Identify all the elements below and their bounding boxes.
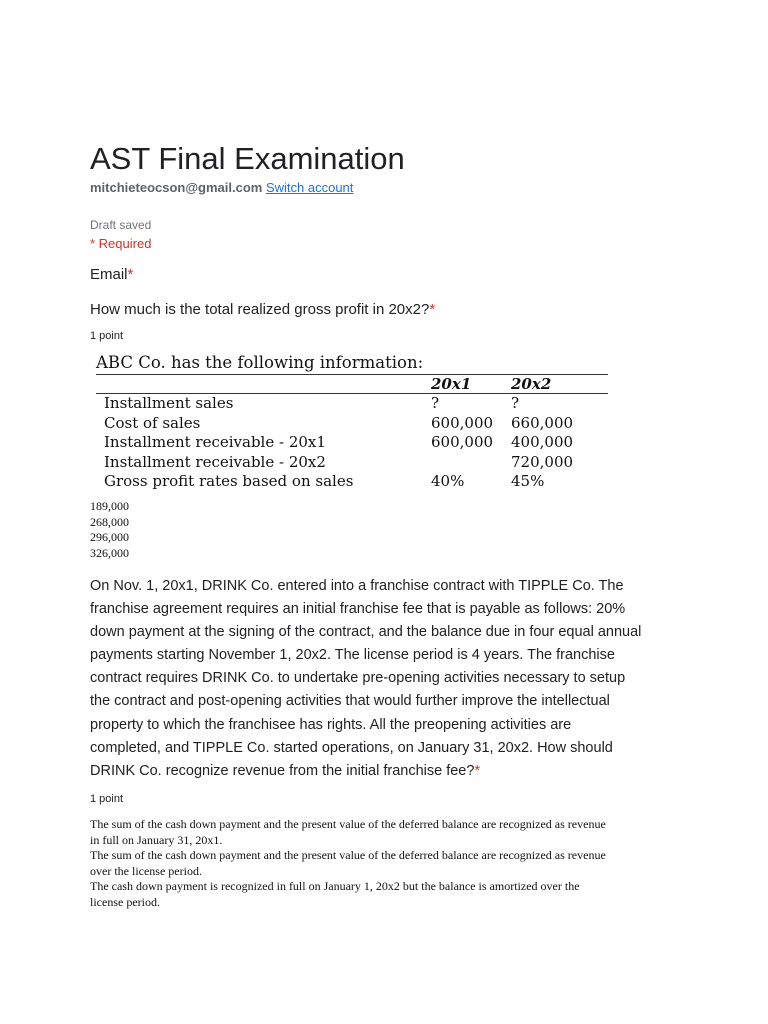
account-email: mitchieteocson@gmail.com	[90, 180, 263, 195]
answer-choice[interactable]: 296,000	[90, 530, 129, 544]
row-value-20x2: ?	[511, 394, 520, 412]
row-value-20x2: 45%	[511, 472, 545, 490]
table-row	[96, 472, 608, 492]
draft-status: Draft saved	[90, 218, 152, 232]
question-2-line: DRINK Co. recognize revenue from the initial franchise fee?	[90, 762, 475, 779]
question-2-last-line	[90, 760, 690, 783]
choice-line: license period.	[90, 894, 160, 909]
question-2-choices	[90, 817, 690, 910]
choice-line: The sum of the cash down payment and the present value of the deferred balance are recognized as revenue	[90, 817, 606, 831]
question-2-text	[90, 575, 690, 783]
required-note: * Required	[90, 236, 152, 251]
email-label-text: Email	[90, 266, 128, 283]
choice-line: over the license period.	[90, 863, 202, 878]
table-row	[96, 394, 608, 414]
choice-line: The sum of the cash down payment and the present value of the deferred balance are recognized as revenue	[90, 848, 606, 862]
answer-choice[interactable]	[90, 848, 690, 879]
row-label: Cost of sales	[104, 413, 201, 432]
header-20x2: 20x2	[511, 375, 552, 393]
question-2-line: completed, and TIPPLE Co. started operations, on January 31, 20x2. How should	[90, 739, 613, 756]
row-value-20x1: 600,000	[431, 413, 494, 432]
question-2-line: down payment at the signing of the contract, and the balance due in four equal annual	[90, 624, 642, 641]
form-title: AST Final Examination	[90, 141, 405, 176]
question-2-line: contract requires DRINK Co. to undertake pre-opening activities necessary to setup	[90, 670, 626, 687]
row-value-20x2: 400,000	[511, 433, 574, 451]
answer-choice[interactable]	[90, 879, 690, 910]
table-header-row	[96, 375, 608, 393]
abc-info-table	[96, 352, 608, 492]
question-1-prompt: How much is the total realized gross profit in 20x2?	[90, 301, 430, 318]
question-1-points: 1 point	[90, 330, 124, 342]
question-1-choices	[90, 499, 129, 561]
email-field-label	[90, 266, 133, 283]
question-2-line: On Nov. 1, 20x1, DRINK Co. entered into a franchise contract with TIPPLE Co. The	[90, 578, 624, 594]
question-1-text	[90, 301, 435, 318]
row-label: Gross profit rates based on sales	[104, 472, 354, 490]
required-star: *	[429, 301, 436, 318]
question-2-line: franchise agreement requires an initial franchise fee that is payable as follows: 20%	[90, 601, 626, 618]
row-value-20x2: 660,000	[511, 413, 574, 432]
answer-choice[interactable]: 189,000	[90, 499, 129, 513]
header-20x1: 20x1	[431, 375, 472, 393]
row-label: Installment receivable - 20x1	[104, 433, 326, 451]
choice-line: in full on January 31, 20x1.	[90, 832, 223, 847]
row-value-20x1: 600,000	[431, 433, 494, 451]
question-2-line: the contract and post-opening activities that would further improve the intellectual	[90, 693, 610, 710]
table-row	[96, 433, 608, 453]
answer-choice[interactable]: 326,000	[90, 545, 129, 560]
answer-choice[interactable]	[90, 817, 690, 848]
table-row	[96, 414, 608, 434]
required-star: *	[127, 266, 134, 283]
row-value-20x1: 40%	[431, 472, 465, 490]
question-2-line: payments starting November 1, 20x2. The license period is 4 years. The franchise	[90, 647, 615, 664]
answer-choice[interactable]: 268,000	[90, 514, 129, 529]
table-row	[96, 453, 608, 473]
row-label: Installment sales	[104, 394, 234, 412]
row-value-20x2: 720,000	[511, 452, 574, 471]
row-value-20x1: ?	[431, 394, 440, 412]
choice-line: The cash down payment is recognized in full on January 1, 20x2 but the balance is amortized over the	[90, 879, 580, 893]
row-label: Installment receivable - 20x2	[104, 452, 326, 471]
question-2-line: property to which the franchisee has rights. All the preopening activities are	[90, 716, 572, 733]
info-table-title: ABC Co. has the following information:	[96, 353, 424, 372]
switch-account-link[interactable]: Switch account	[265, 180, 354, 195]
account-line	[90, 180, 353, 195]
question-2-points: 1 point	[90, 793, 124, 805]
required-star: *	[474, 762, 481, 779]
